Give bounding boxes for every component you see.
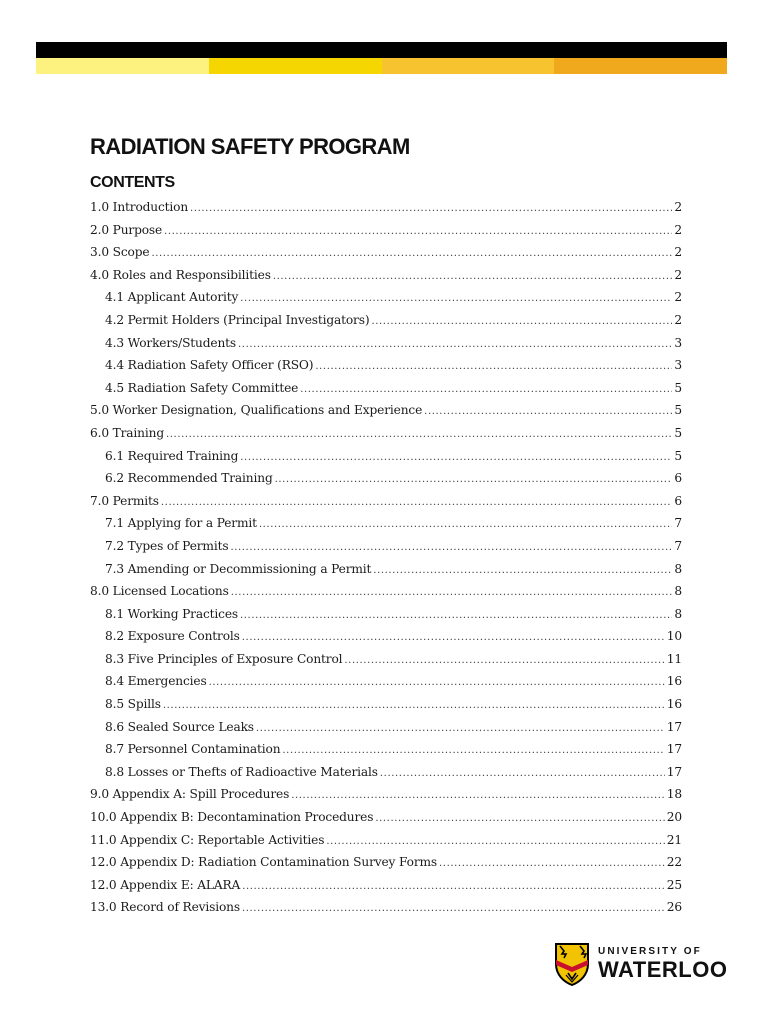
- toc-entry-label: 8.8 Losses or Thefts of Radioactive Materials: [105, 764, 378, 779]
- toc-dot-leader: [209, 674, 665, 688]
- toc-entry-page: 8: [674, 584, 682, 599]
- toc-entry-page: 7: [674, 538, 682, 553]
- toc-dot-leader: [161, 494, 672, 508]
- toc-entry-label: 1.0 Introduction: [90, 200, 189, 214]
- toc-dot-leader: [163, 697, 665, 711]
- toc-entry-label: 4.0 Roles and Responsibilities: [90, 267, 271, 282]
- toc-entry-page: 16: [666, 674, 682, 689]
- toc-entry-page: 5: [674, 403, 682, 418]
- toc-entry[interactable]: [90, 336, 682, 359]
- toc-dot-leader: [166, 426, 672, 440]
- toc-entry-page: 20: [666, 810, 682, 825]
- toc-entry[interactable]: [90, 833, 682, 856]
- toc-entry-page: 21: [666, 832, 682, 847]
- toc-entry-page: 17: [666, 742, 682, 757]
- toc-entry[interactable]: [90, 313, 682, 336]
- header-band-black: [36, 42, 727, 58]
- toc-entry-label: 7.2 Types of Permits: [105, 538, 229, 553]
- table-of-contents: [90, 200, 682, 923]
- toc-dot-leader: [315, 358, 672, 372]
- toc-entry-label: 9.0 Appendix A: Spill Procedures: [90, 787, 290, 802]
- toc-entry[interactable]: [90, 381, 682, 404]
- toc-entry-page: 25: [666, 877, 682, 892]
- toc-entry-label: 7.0 Permits: [90, 493, 159, 508]
- toc-dot-leader: [230, 539, 672, 553]
- toc-dot-leader: [282, 742, 664, 756]
- toc-dot-leader: [242, 900, 665, 914]
- toc-entry-page: 2: [674, 267, 682, 282]
- toc-entry-label: 4.4 Radiation Safety Officer (RSO): [105, 358, 314, 373]
- toc-entry-page: 2: [674, 200, 682, 214]
- toc-entry[interactable]: [90, 742, 682, 765]
- toc-entry[interactable]: [90, 223, 682, 246]
- toc-entry[interactable]: [90, 245, 682, 268]
- toc-entry-page: 8: [674, 606, 682, 621]
- toc-entry-page: 6: [674, 493, 682, 508]
- toc-dot-leader: [238, 336, 672, 350]
- toc-entry-label: 3.0 Scope: [90, 245, 150, 260]
- toc-entry[interactable]: [90, 629, 682, 652]
- toc-entry-label: 4.2 Permit Holders (Principal Investigators): [105, 312, 370, 327]
- toc-entry[interactable]: [90, 516, 682, 539]
- toc-entry-page: 2: [674, 245, 682, 260]
- toc-dot-leader: [424, 403, 672, 417]
- toc-dot-leader: [439, 855, 665, 869]
- toc-entry-page: 5: [674, 425, 682, 440]
- toc-entry[interactable]: [90, 697, 682, 720]
- toc-dot-leader: [256, 720, 665, 734]
- toc-entry-label: 4.3 Workers/Students: [105, 335, 237, 350]
- toc-dot-leader: [164, 223, 672, 237]
- toc-entry-label: 8.1 Working Practices: [105, 606, 238, 621]
- toc-entry[interactable]: [90, 268, 682, 291]
- toc-dot-leader: [344, 652, 664, 666]
- toc-entry-label: 6.0 Training: [90, 425, 164, 440]
- toc-entry-label: 4.1 Applicant Autority: [105, 290, 239, 305]
- toc-dot-leader: [240, 290, 672, 304]
- toc-dot-leader: [242, 629, 665, 643]
- header-band-segment: [554, 58, 727, 74]
- toc-dot-leader: [240, 607, 672, 621]
- toc-entry-page: 5: [674, 448, 682, 463]
- toc-entry-label: 8.7 Personnel Contamination: [105, 742, 281, 757]
- toc-entry-page: 26: [666, 900, 682, 915]
- toc-dot-leader: [240, 449, 672, 463]
- toc-entry-label: 8.0 Licensed Locations: [90, 584, 229, 599]
- toc-dot-leader: [275, 471, 673, 485]
- toc-entry-page: 16: [666, 697, 682, 712]
- toc-entry[interactable]: [90, 787, 682, 810]
- toc-entry[interactable]: [90, 403, 682, 426]
- toc-entry-page: 17: [666, 719, 682, 734]
- toc-dot-leader: [242, 878, 665, 892]
- waterloo-crest-icon: [554, 942, 590, 986]
- toc-entry-label: 8.6 Sealed Source Leaks: [105, 719, 254, 734]
- toc-entry-label: 4.5 Radiation Safety Committee: [105, 380, 299, 395]
- toc-entry-label: 13.0 Record of Revisions: [90, 900, 240, 915]
- university-logo: [554, 938, 729, 990]
- logo-line-university-of: UNIVERSITY OF: [598, 946, 702, 957]
- toc-entry[interactable]: [90, 358, 682, 381]
- toc-entry-page: 8: [674, 561, 682, 576]
- toc-dot-leader: [273, 268, 673, 282]
- toc-entry-label: 12.0 Appendix E: ALARA: [90, 877, 241, 892]
- toc-entry[interactable]: [90, 652, 682, 675]
- toc-entry[interactable]: [90, 878, 682, 901]
- toc-entry-label: 12.0 Appendix D: Radiation Contamination Survey Forms: [90, 855, 438, 870]
- toc-entry-label: 8.2 Exposure Controls: [105, 629, 240, 644]
- toc-entry-page: 10: [666, 629, 682, 644]
- toc-dot-leader: [291, 787, 665, 801]
- toc-entry-label: 8.5 Spills: [105, 697, 161, 712]
- toc-dot-leader: [190, 200, 672, 214]
- toc-dot-leader: [326, 833, 664, 847]
- toc-entry[interactable]: [90, 471, 682, 494]
- toc-entry[interactable]: [90, 584, 682, 607]
- toc-dot-leader: [231, 584, 673, 598]
- toc-entry-label: 6.2 Recommended Training: [105, 471, 273, 486]
- toc-entry-page: 17: [666, 764, 682, 779]
- toc-entry[interactable]: [90, 449, 682, 472]
- toc-entry[interactable]: [90, 562, 682, 585]
- toc-entry-page: 11: [666, 651, 682, 666]
- header-band-segment: [36, 58, 209, 74]
- toc-dot-leader: [151, 245, 672, 259]
- header-band-colors: [36, 58, 727, 74]
- toc-entry-label: 5.0 Worker Designation, Qualifications and Experience: [90, 403, 423, 418]
- toc-entry-label: 10.0 Appendix B: Decontamination Procedures: [90, 810, 374, 825]
- toc-entry[interactable]: [90, 426, 682, 449]
- toc-entry-page: 5: [674, 380, 682, 395]
- toc-entry[interactable]: [90, 607, 682, 630]
- toc-entry[interactable]: [90, 674, 682, 697]
- toc-entry-label: 11.0 Appendix C: Reportable Activities: [90, 832, 325, 847]
- toc-entry[interactable]: [90, 290, 682, 313]
- document-title: RADIATION SAFETY PROGRAM: [90, 134, 410, 159]
- toc-entry-page: 3: [674, 358, 682, 373]
- toc-entry-page: 7: [674, 516, 682, 531]
- toc-entry-page: 2: [674, 312, 682, 327]
- toc-entry-page: 6: [674, 471, 682, 486]
- toc-dot-leader: [259, 516, 673, 530]
- toc-entry[interactable]: [90, 494, 682, 517]
- toc-entry-page: 2: [674, 290, 682, 305]
- header-band-segment: [382, 58, 555, 74]
- toc-entry-label: 8.4 Emergencies: [105, 674, 207, 689]
- toc-entry-label: 7.1 Applying for a Permit: [105, 516, 257, 531]
- header-band-segment: [209, 58, 382, 74]
- toc-entry-page: 18: [666, 787, 682, 802]
- toc-entry[interactable]: [90, 855, 682, 878]
- toc-entry-label: 7.3 Amending or Decommissioning a Permit: [105, 561, 372, 576]
- logo-line-waterloo: WATERLOO: [598, 957, 728, 982]
- toc-entry[interactable]: [90, 200, 682, 223]
- toc-entry[interactable]: [90, 720, 682, 743]
- toc-entry[interactable]: [90, 900, 682, 923]
- toc-entry-page: 3: [674, 335, 682, 350]
- toc-dot-leader: [373, 562, 672, 576]
- toc-entry-page: 2: [674, 222, 682, 237]
- toc-entry-label: 8.3 Five Principles of Exposure Control: [105, 651, 343, 666]
- toc-entry[interactable]: [90, 765, 682, 788]
- toc-dot-leader: [380, 765, 665, 779]
- toc-entry-label: 2.0 Purpose: [90, 222, 163, 237]
- toc-entry[interactable]: [90, 810, 682, 833]
- toc-dot-leader: [371, 313, 672, 327]
- contents-heading: CONTENTS: [90, 174, 175, 191]
- toc-entry-label: 6.1 Required Training: [105, 448, 239, 463]
- toc-entry-page: 22: [666, 855, 682, 870]
- toc-dot-leader: [375, 810, 664, 824]
- toc-dot-leader: [300, 381, 672, 395]
- toc-entry[interactable]: [90, 539, 682, 562]
